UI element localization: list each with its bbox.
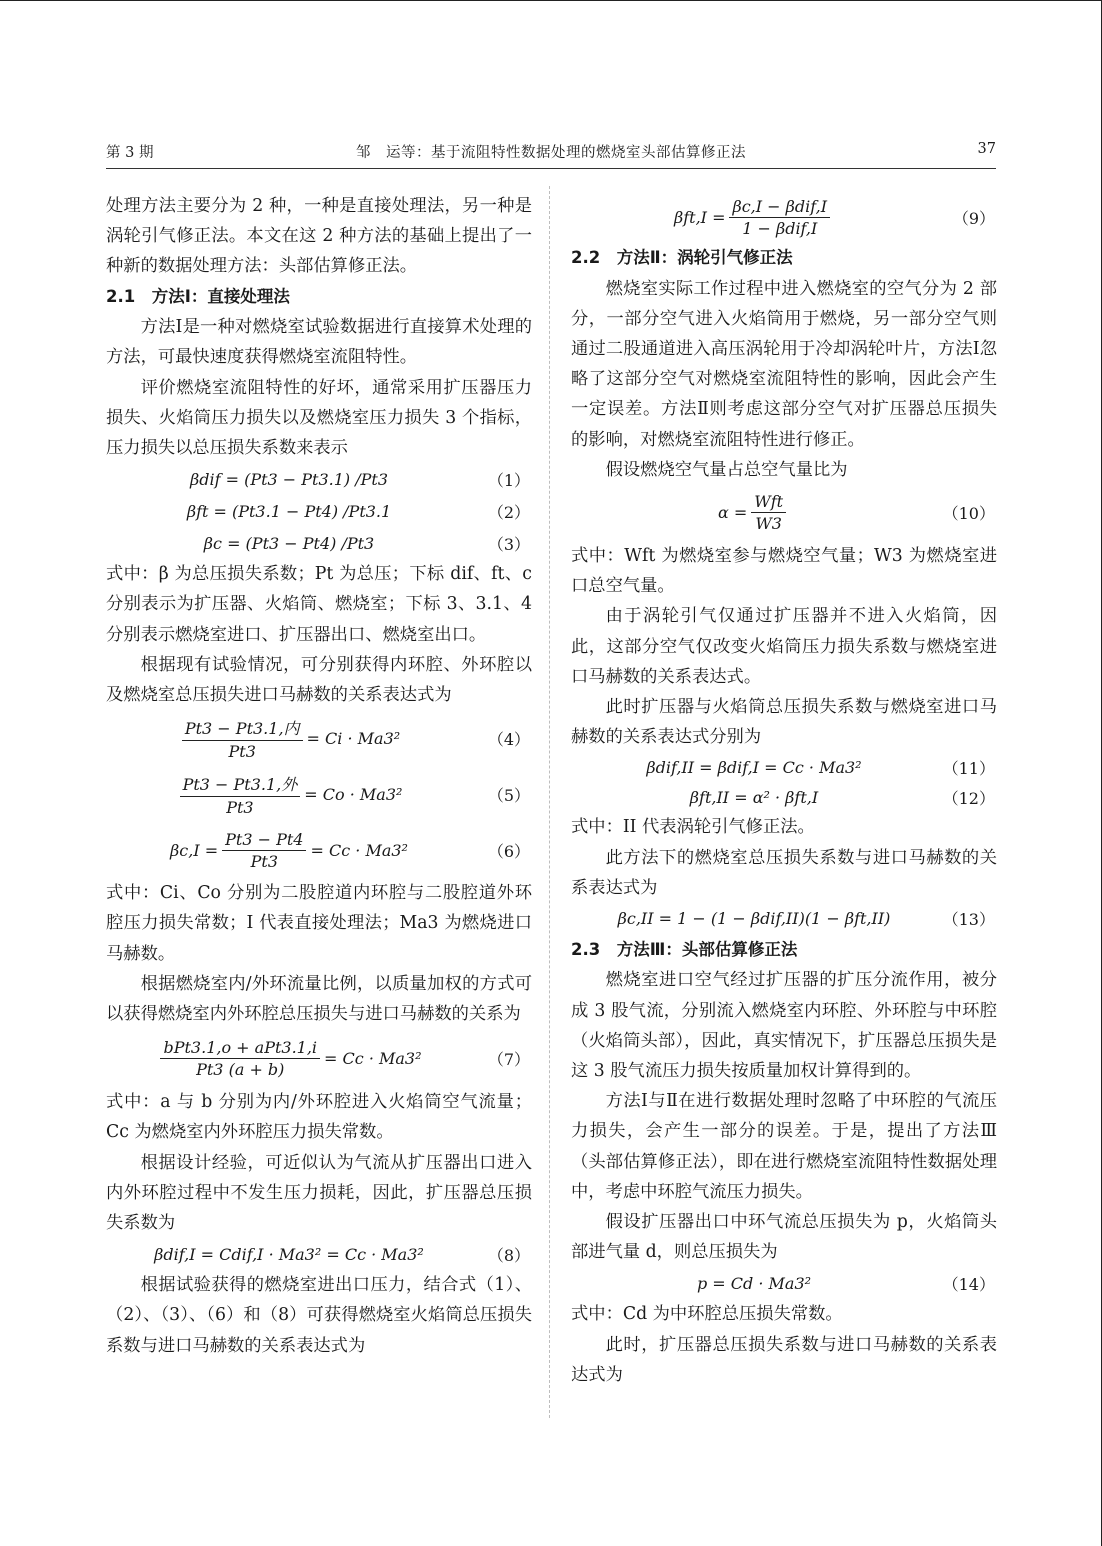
equation-number: （4） [487, 729, 530, 749]
page-top-edge [0, 0, 1102, 1]
equation-number: （11） [942, 758, 995, 778]
paragraph: 根据现有试验情况，可分别获得内环腔、外环腔以及燃烧室总压损失进口马赫数的关系表达式为 [106, 654, 532, 705]
equation-9 [571, 191, 997, 243]
equation-number: （8） [487, 1245, 530, 1265]
equation-number: （2） [487, 502, 530, 522]
equation-12 [571, 782, 997, 812]
numerator: bPt3.1,o + aPt3.1,i [160, 1038, 320, 1059]
equation-3 [106, 527, 532, 559]
paragraph: 方法Ⅰ是一种对燃烧室试验数据进行直接算术处理的方法，可最快速度获得燃烧室流阻特性。 [106, 317, 532, 368]
equation-number: （3） [487, 534, 530, 554]
paragraph: 式中：Wft 为燃烧室参与燃烧空气量；W3 为燃烧室进口总空气量。 [571, 545, 997, 597]
equation-2 [106, 495, 532, 527]
right-column [571, 191, 997, 1390]
numerator: Wft [751, 492, 786, 513]
equation-number: （6） [487, 841, 530, 861]
paragraph: 方法Ⅰ与Ⅱ在进行数据处理时忽略了中环腔的气流压力损失，会产生一部分的误差。于是，提出了方法Ⅲ（头部估算修正法），即在进行燃烧室流阻特性数据处理中，考虑中环腔气流压力损失。 [571, 1091, 997, 1202]
fraction [751, 492, 786, 533]
equation-number: （12） [942, 788, 995, 808]
paragraph: 由于涡轮引气仅通过扩压器并不进入火焰筒，因此，这部分空气仅改变火焰筒压力损失系数与燃烧室进口马赫数的关系表达式。 [571, 606, 997, 687]
equation-8 [106, 1238, 532, 1270]
numerator: Pt3 − Pt4 [222, 830, 306, 851]
equation-5 [106, 766, 532, 822]
issue-number: 第 3 期 [106, 145, 154, 161]
equation-14 [571, 1267, 997, 1299]
numerator: βc,I − βdif,I [729, 197, 830, 218]
equation-text: βc = (Pt3 − Pt4) /Pt3 [203, 533, 375, 553]
header-rule [106, 168, 996, 169]
numerator: Pt3 − Pt3.1,内 [182, 716, 303, 741]
equation-text: βdif = (Pt3 − Pt3.1) /Pt3 [189, 469, 389, 489]
equation-number: （9） [952, 208, 995, 228]
paragraph: 假设扩压器出口中环气流总压损失为 p，火焰筒头部进气量 d，则总压损失为 [571, 1212, 997, 1263]
column-divider [549, 186, 550, 1418]
fraction [160, 1038, 320, 1079]
equation-number: （1） [487, 470, 530, 490]
equation-rhs: = Ci · Ma3² [306, 728, 401, 748]
paragraph: 处理方法主要分为 2 种，一种是直接处理法，另一种是涡轮引气修正法。本文在这 2 种方法的基础上提出了一种新的数据处理方法：头部估算修正法。 [106, 196, 532, 277]
equation-number: （14） [942, 1274, 995, 1294]
equation-text: p = Cd · Ma3² [696, 1273, 812, 1293]
denominator: Pt3 (a + b) [196, 1059, 285, 1079]
numerator: Pt3 − Pt3.1,外 [180, 772, 301, 797]
equation-number: （5） [487, 785, 530, 805]
paragraph: 此方法下的燃烧室总压损失系数与进口马赫数的关系表达式为 [571, 847, 997, 898]
equation-rhs: = Cc · Ma3² [324, 1048, 422, 1068]
running-header [106, 141, 996, 167]
paragraph: 此时扩压器与火焰筒总压损失系数与燃烧室进口马赫数的关系表达式分别为 [571, 696, 997, 748]
equation-10 [571, 485, 997, 541]
denominator: Pt3 [226, 797, 254, 817]
paragraph: 燃烧室实际工作过程中进入燃烧室的空气分为 2 部分，一部分空气进入火焰筒用于燃烧，另一部分空气则通过二股通道进入高压涡轮用于冷却涡轮叶片，方法Ⅰ忽略了这部分空气对燃烧室流阻特性的影响，因此会产生一定误差。方法Ⅱ则考虑这部分空气对扩压器总压损失的影响，对燃烧室流阻特性进行修正。 [571, 278, 997, 450]
paragraph: 式中：β 为总压损失系数；Pt 为总压；下标 dif、ft、c 分别表示为扩压器、火焰筒、燃烧室；下标 3、3.1、4 分别表示燃烧室进口、扩压器出口、燃烧室出口。 [106, 564, 532, 645]
paragraph: 式中：a 与 b 分别为内/外环腔进入火焰筒空气流量；Cc 为燃烧室内外环腔压力损失常数。 [106, 1092, 532, 1143]
paragraph: 根据燃烧室内/外环流量比例，以质量加权的方式可以获得燃烧室内外环腔总压损失与进口马赫数的关系为 [106, 973, 532, 1024]
equation-11 [571, 752, 997, 782]
left-column [106, 191, 532, 1361]
paragraph: 式中：Cd 为中环腔总压损失常数。 [571, 1304, 843, 1325]
paragraph: 假设燃烧空气量占总空气量比为 [605, 459, 848, 480]
equation-13 [571, 903, 997, 935]
running-title: 邹 运等：基于流阻特性数据处理的燃烧室头部估算修正法 [356, 145, 746, 161]
equation-1 [106, 463, 532, 495]
fraction [182, 716, 303, 761]
fraction [180, 772, 301, 817]
denominator: 1 − βdif,I [742, 218, 818, 238]
fraction [729, 197, 830, 238]
section-heading-2-3: 2.3 方法Ⅲ：头部估算修正法 [571, 939, 798, 959]
equation-text: βc,II = 1 − (1 − βdif,II)(1 − βft,II) [617, 909, 891, 929]
paragraph: 此时，扩压器总压损失系数与进口马赫数的关系表达式为 [571, 1334, 997, 1385]
equation-text: βft = (Pt3.1 − Pt4) /Pt3.1 [186, 501, 392, 521]
page-number: 37 [977, 141, 996, 157]
equation-lhs: βc,I = [170, 840, 219, 860]
equation-text: βdif,II = βdif,I = Cc · Ma3² [646, 757, 862, 777]
paragraph: 根据试验获得的燃烧室进出口压力，结合式（1）、（2）、（3）、（6）和（8）可获得燃烧室火焰筒总压损失系数与进口马赫数的关系表达式为 [106, 1275, 532, 1356]
paragraph: 燃烧室进口空气经过扩压器的扩压分流作用，被分成 3 股气流，分别流入燃烧室内环腔、外环腔与中环腔（火焰筒头部），因此，真实情况下，扩压器总压损失是这 3 股气流压力损失按质量加权计算得到的。 [571, 970, 997, 1082]
section-heading-2-1: 2.1 方法Ⅰ：直接处理法 [106, 286, 290, 306]
paragraph: 式中：Ci、Co 分别为二股腔道内环腔与二股腔道外环腔压力损失常数；I 代表直接处理法；Ma3 为燃烧进口马赫数。 [106, 883, 532, 964]
denominator: W3 [755, 514, 782, 534]
denominator: Pt3 [228, 741, 256, 761]
equation-lhs: α = [717, 503, 748, 523]
equation-7 [106, 1029, 532, 1087]
equation-number: （13） [942, 910, 995, 930]
equation-lhs: βft,I = [673, 207, 726, 227]
denominator: Pt3 [250, 851, 278, 871]
paragraph: 式中：II 代表涡轮引气修正法。 [571, 817, 815, 838]
equation-number: （10） [942, 504, 995, 524]
paragraph: 评价燃烧室流阻特性的好坏，通常采用扩压器压力损失、火焰筒压力损失以及燃烧室压力损失 3 个指标，压力损失以总压损失系数来表示 [106, 377, 532, 458]
equation-rhs: = Co · Ma3² [304, 784, 403, 804]
equation-4 [106, 710, 532, 766]
equation-text: βft,II = α² · βft,I [689, 787, 819, 807]
equation-number: （7） [487, 1049, 530, 1069]
fraction [222, 830, 306, 871]
equation-6 [106, 822, 532, 878]
equation-rhs: = Cc · Ma3² [310, 840, 408, 860]
paragraph: 根据设计经验，可近似认为气流从扩压器出口进入内外环腔过程中不发生压力损耗，因此，扩压器总压损失系数为 [106, 1152, 532, 1233]
equation-text: βdif,I = Cdif,I · Ma3² = Cc · Ma3² [154, 1244, 424, 1264]
section-heading-2-2: 2.2 方法Ⅱ：涡轮引气修正法 [571, 248, 793, 267]
